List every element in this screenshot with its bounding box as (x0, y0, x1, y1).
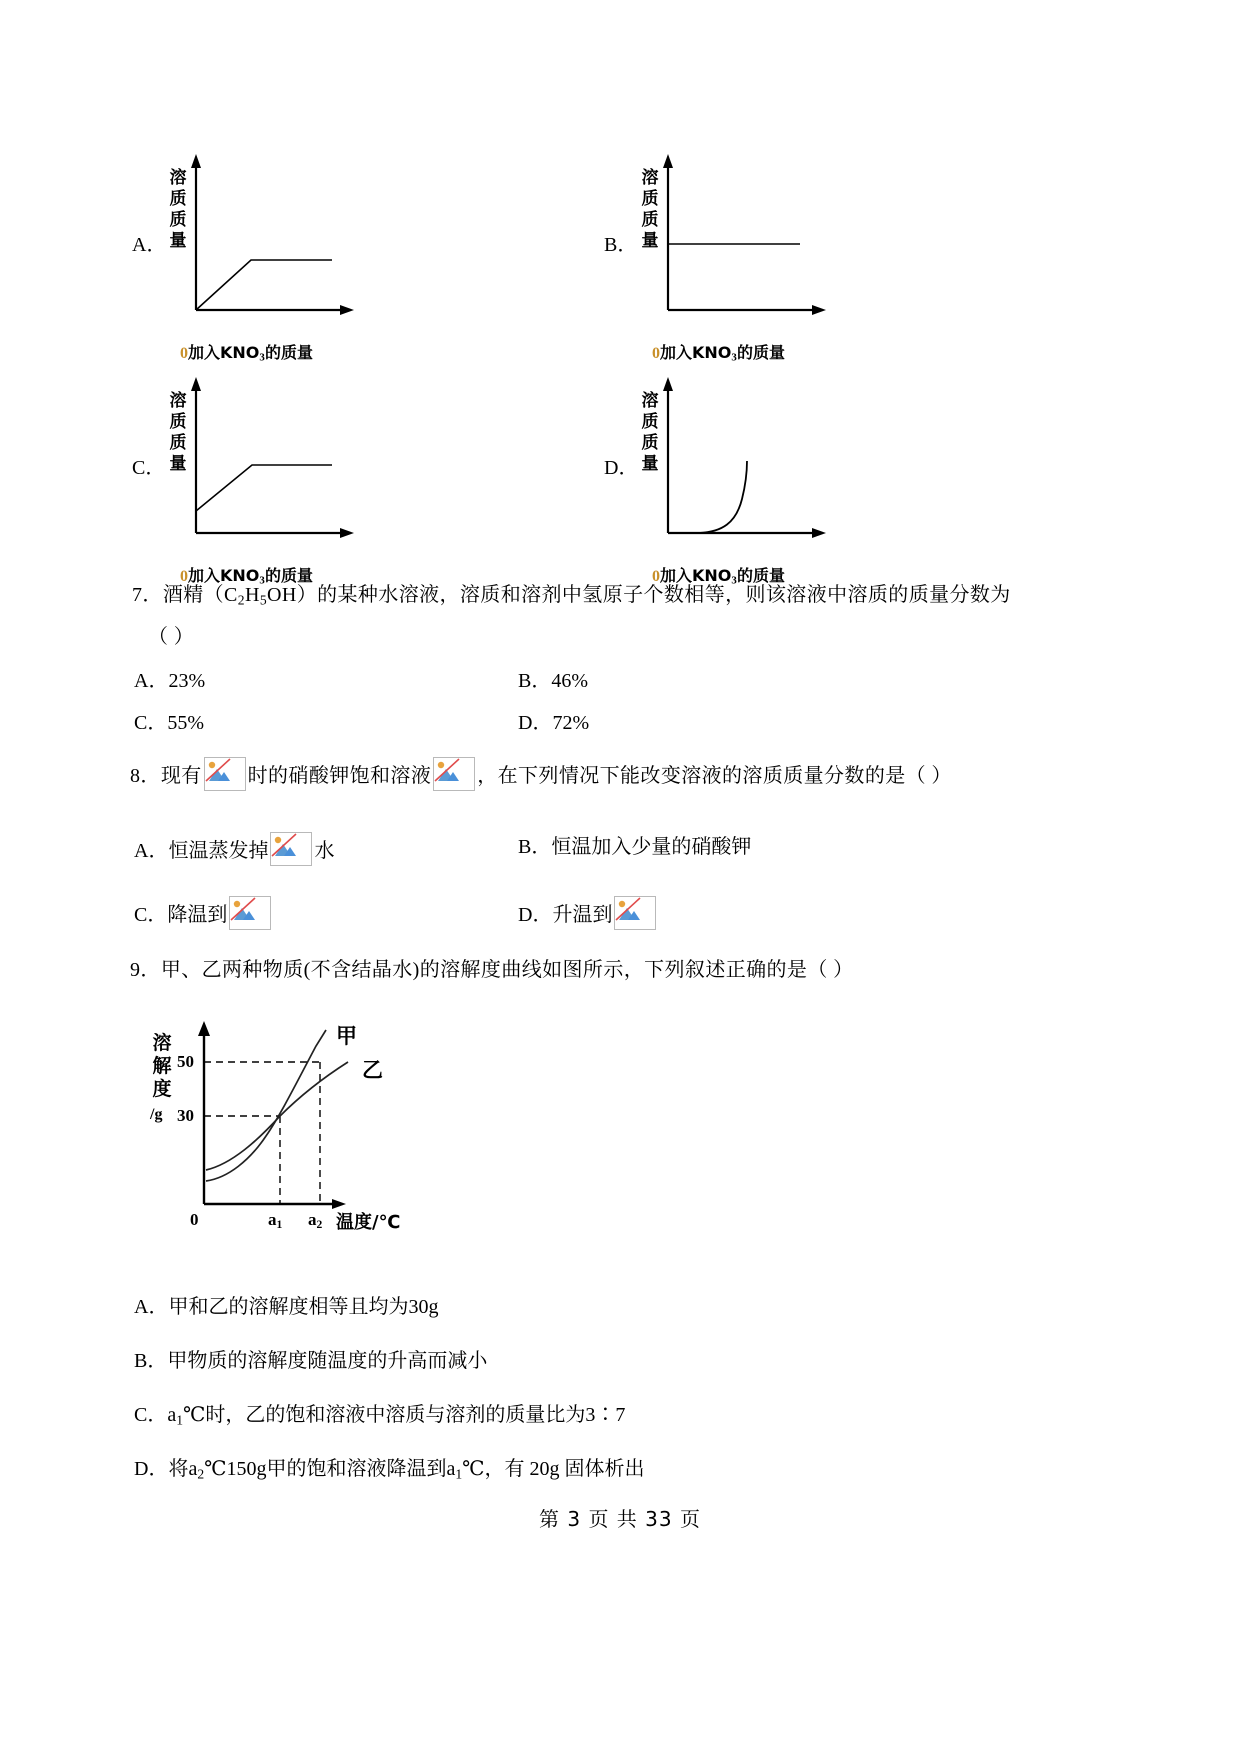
question-9-option-c-sub: 1 (176, 1412, 184, 1428)
option-chart-c (132, 373, 372, 587)
question-9-text: 甲、乙两种物质(不含结晶水)的溶解度曲线如图所示，下列叙述正确的是（ ） (160, 959, 854, 981)
page-footer: 第 3 页 共 33 页 (539, 1507, 701, 1531)
broken-image-icon (614, 896, 656, 930)
chart-a-x-suffix: 的质量 (265, 343, 314, 362)
question-9-option-c[interactable] (134, 1400, 625, 1435)
question-8-text-b: 时的硝酸钾饱和溶液 (247, 765, 432, 787)
question-9-option-b[interactable]: B．甲物质的溶解度随温度的升高而减小 (134, 1350, 488, 1372)
question-7-option-b[interactable]: B．46% (518, 670, 588, 692)
chart-b-y-axis-title: 溶质质量 (641, 168, 659, 251)
chart-d-x-suffix: 的质量 (737, 566, 786, 585)
question-9-option-c-a: C．a (134, 1404, 177, 1426)
question-8-number: 8． (130, 765, 161, 787)
question-7-text-b: H (244, 584, 260, 606)
option-d-label: D． (604, 457, 639, 479)
question-7-sub-1: 2 (237, 592, 245, 608)
broken-image-icon (204, 757, 246, 791)
chart-d-y-axis-title: 溶质质量 (641, 391, 659, 474)
question-9-option-d-sub2: 1 (455, 1466, 463, 1482)
question-9-option-a[interactable]: A．甲和乙的溶解度相等且均为30g (134, 1296, 439, 1318)
question-8-option-d-label: D．升温到 (518, 904, 613, 926)
question-7-option-d[interactable]: D．72% (518, 712, 590, 734)
solubility-series-label-jia: 甲 (336, 1024, 357, 1048)
chart-b-x-zero: 0 (652, 345, 660, 362)
question-7-option-a[interactable]: A．23% (134, 670, 206, 692)
question-8-option-c-label: C．降温到 (134, 904, 228, 926)
solubility-y-axis-unit: /g (150, 1106, 163, 1123)
question-9-option-d[interactable] (134, 1454, 645, 1489)
question-7-blank-line: （ ） (148, 626, 195, 648)
question-8-text-c: ，在下列情况下能改变溶液的溶质质量分数的是（ ） (477, 765, 952, 787)
question-8-option-a-suffix: 水 (314, 840, 335, 862)
question-8-option-a[interactable] (134, 832, 334, 866)
chart-a-x-sub: 3 (259, 351, 266, 364)
option-chart-d (604, 373, 844, 587)
question-9-option-d-c: ℃，有 20g 固体析出 (462, 1458, 645, 1480)
solubility-series-label-yi: 乙 (362, 1058, 383, 1082)
question-7-sub-2: 5 (259, 592, 268, 608)
xtick-a1-sub: 1 (276, 1217, 283, 1231)
solubility-ytick-50: 50 (177, 1052, 194, 1071)
question-7-number: 7． (132, 584, 163, 606)
solubility-xtick-a2 (308, 1210, 322, 1231)
chart-a-x-main: 加入KNO (188, 343, 260, 362)
question-7-stem (132, 580, 1011, 615)
chart-c-y-axis-title: 溶质质量 (169, 391, 187, 474)
question-9-option-d-b: ℃150g甲的饱和溶液降温到a (204, 1458, 456, 1480)
chart-c-plot (132, 373, 372, 553)
chart-c-x-suffix: 的质量 (265, 566, 314, 585)
solubility-x-axis-title: 温度/℃ (336, 1212, 401, 1233)
solubility-origin-label: 0 (190, 1210, 199, 1229)
chart-b-x-main: 加入KNO (660, 343, 732, 362)
question-8-text-a: 现有 (160, 765, 202, 787)
broken-image-icon (229, 896, 271, 930)
solubility-curve-figure (140, 1018, 470, 1248)
broken-image-icon (433, 757, 475, 791)
question-9-option-d-a: D．将a (134, 1458, 198, 1480)
question-8-option-b[interactable]: B．恒温加入少量的硝酸钾 (518, 836, 752, 858)
chart-a-y-axis-title: 溶质质量 (169, 168, 187, 251)
solubility-ytick-30: 30 (177, 1106, 194, 1125)
xtick-a2-sub: 2 (316, 1217, 323, 1231)
chart-d-x-main: 加入KNO (660, 566, 732, 585)
option-c-label: C． (132, 457, 166, 479)
solubility-y-axis-title: 溶解度 (152, 1032, 172, 1100)
question-8-option-d[interactable] (518, 896, 658, 930)
chart-b-x-sub: 3 (731, 351, 738, 364)
chart-b-plot (604, 150, 844, 330)
chart-c-x-sub: 3 (259, 574, 266, 587)
question-8-stem (130, 757, 952, 791)
chart-d-x-sub: 3 (731, 574, 738, 587)
option-chart-a (132, 150, 372, 364)
xtick-a2-base: a (308, 1210, 317, 1229)
chart-b-x-suffix: 的质量 (737, 343, 786, 362)
option-a-label: A． (132, 234, 167, 256)
question-7-text-a: 酒精（C (162, 584, 238, 606)
chart-a-plot (132, 150, 372, 330)
chart-b-x-axis-title (652, 340, 785, 364)
question-9-stem (130, 955, 854, 985)
question-7-text-c: OH）的某种水溶液，溶质和溶剂中氢原子个数相等，则该溶液中溶质的质量分数为 (267, 584, 1011, 606)
question-7-option-c[interactable]: C．55% (134, 712, 204, 734)
question-9-number: 9． (130, 959, 161, 981)
xtick-a1-base: a (268, 1210, 277, 1229)
question-9-option-c-b: ℃时，乙的饱和溶液中溶质与溶剂的质量比为3∶7 (183, 1404, 626, 1426)
question-8-option-a-label: A．恒温蒸发掉 (134, 840, 269, 862)
broken-image-icon (270, 832, 312, 866)
solubility-xtick-a1 (268, 1210, 282, 1231)
chart-d-x-zero: 0 (652, 568, 660, 585)
question-9-option-d-sub: 2 (197, 1466, 205, 1482)
chart-a-x-zero: 0 (180, 345, 188, 362)
option-b-label: B． (604, 234, 638, 256)
option-chart-b (604, 150, 844, 364)
chart-c-x-main: 加入KNO (188, 566, 260, 585)
chart-a-x-axis-title (180, 340, 313, 364)
question-8-option-c[interactable] (134, 896, 273, 930)
chart-d-plot (604, 373, 844, 553)
chart-c-x-zero: 0 (180, 568, 188, 585)
